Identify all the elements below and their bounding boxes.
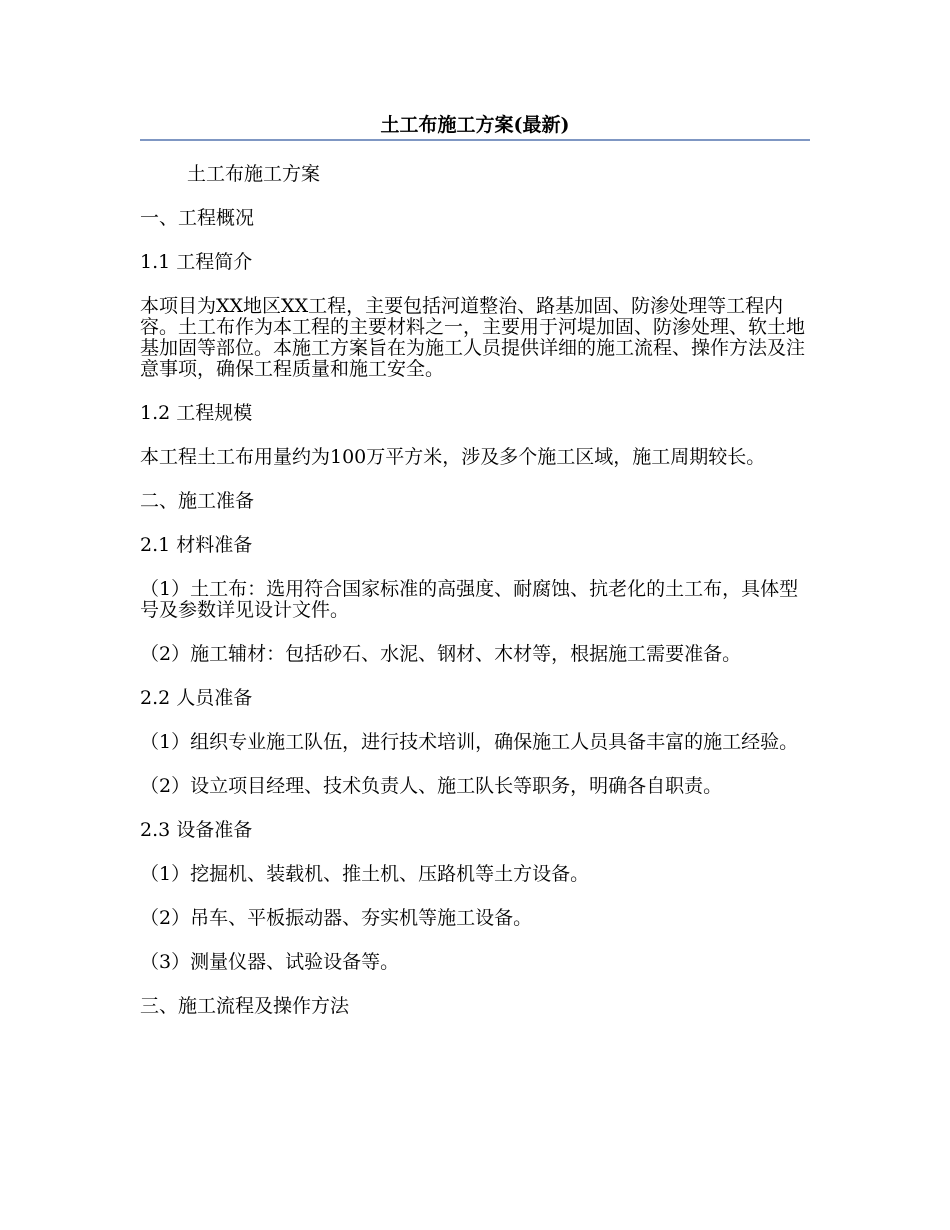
section-heading-1: 一、工程概况 [140, 207, 255, 229]
document-title: 土工布施工方案(最新) [380, 114, 570, 136]
subsection-heading-2-1: 2.1 材料准备 [140, 534, 253, 556]
subtitle-paragraph: 土工布施工方案 [187, 163, 321, 185]
section-heading-2: 二、施工准备 [140, 490, 255, 512]
subsection-heading-1-2: 1.2 工程规模 [140, 402, 253, 424]
list-item: （1）土工布：选用符合国家标准的高强度、耐腐蚀、抗老化的土工布，具体型号及参数详见设计文件。 [140, 578, 799, 621]
list-item: （1）挖掘机、装载机、推土机、压路机等土方设备。 [140, 863, 590, 885]
title-underline-rule [140, 139, 810, 141]
list-item: （1）组织专业施工队伍，进行技术培训，确保施工人员具备丰富的施工经验。 [140, 731, 799, 753]
list-item: （2）吊车、平板振动器、夯实机等施工设备。 [140, 907, 533, 929]
subsection-heading-2-2: 2.2 人员准备 [140, 687, 253, 709]
section-heading-3: 三、施工流程及操作方法 [140, 995, 350, 1017]
subsection-heading-1-1: 1.1 工程简介 [140, 251, 253, 273]
body-paragraph: 本工程土工布用量约为100万平方米，涉及多个施工区域，施工周期较长。 [140, 446, 766, 468]
list-item: （2）施工辅材：包括砂石、水泥、钢材、木材等，根据施工需要准备。 [140, 643, 742, 665]
subsection-heading-2-3: 2.3 设备准备 [140, 819, 253, 841]
list-item: （3）测量仪器、试验设备等。 [140, 951, 400, 973]
list-item: （2）设立项目经理、技术负责人、施工队长等职务，明确各自职责。 [140, 775, 723, 797]
body-paragraph: 本项目为XX地区XX工程，主要包括河道整治、路基加固、防渗处理等工程内容。土工布作为本工程的主要材料之一，主要用于河堤加固、防渗处理、软土地基加固等部位。本施工方案旨在为施工人员提供详细的施工流程、操作方法及注意事项，确保工程质量和施工安全。 [140, 295, 806, 380]
document-body [140, 160, 810, 1040]
